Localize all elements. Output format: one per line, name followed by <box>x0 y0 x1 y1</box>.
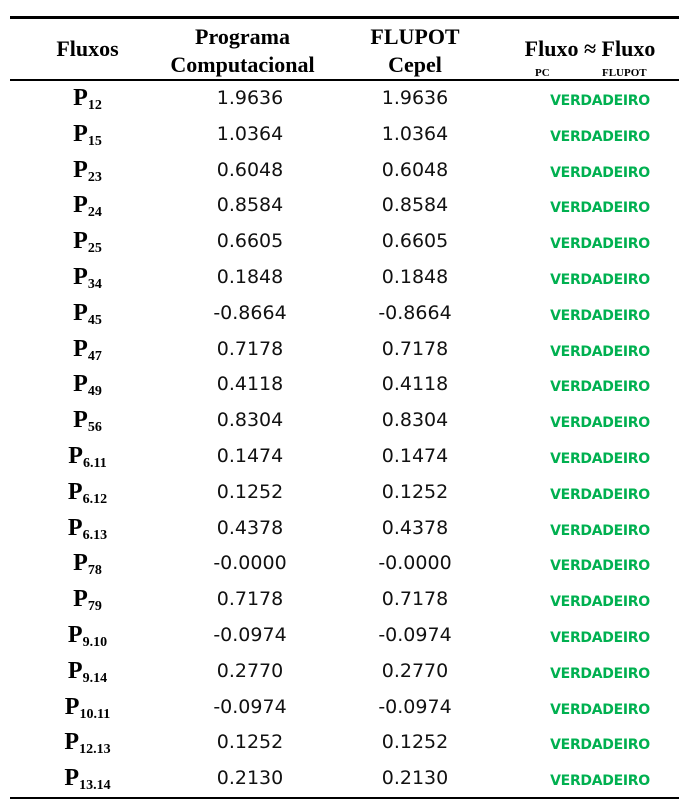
flow-label-letter: P <box>73 550 88 577</box>
header-fluxos: Fluxos <box>56 36 119 61</box>
flow-label-subscript: 13.14 <box>79 778 111 794</box>
table-row <box>10 690 679 726</box>
flow-label-letter: P <box>73 586 88 613</box>
flow-label-subscript: 79 <box>87 599 102 615</box>
flupot-value: 0.6048 <box>381 158 449 181</box>
flow-label-letter: P <box>67 657 83 684</box>
table-row <box>10 367 679 403</box>
flow-label <box>10 296 165 332</box>
flow-label-subscript: 6.11 <box>82 455 107 471</box>
flow-label-subscript: 10.11 <box>79 706 111 722</box>
flow-label-subscript: 15 <box>87 133 102 149</box>
programa-value: -0.0000 <box>213 552 287 575</box>
flow-label <box>10 81 165 117</box>
status-value: VERDADEIRO <box>550 379 650 396</box>
table-row <box>10 582 679 618</box>
programa-value: 0.7178 <box>216 337 284 360</box>
flow-label-letter: P <box>67 478 83 505</box>
flow-label <box>10 475 165 511</box>
flupot-value: 0.4378 <box>381 516 449 539</box>
programa-value: 0.4118 <box>216 373 284 396</box>
flupot-value: 0.8304 <box>381 409 449 432</box>
table-row <box>10 546 679 582</box>
flow-label-letter: P <box>68 442 83 469</box>
table-row <box>10 654 679 690</box>
programa-value: 0.2130 <box>216 767 284 790</box>
flow-label <box>10 582 165 618</box>
flow-label <box>10 690 165 726</box>
status-value: VERDADEIRO <box>550 128 650 145</box>
flow-label-subscript: 25 <box>87 241 102 257</box>
flow-label-letter: P <box>73 335 88 362</box>
header-flupot-line2: Cepel <box>388 52 442 77</box>
programa-value: 0.2770 <box>216 659 284 682</box>
flow-label-letter: P <box>73 192 88 219</box>
flow-label <box>10 188 165 224</box>
flupot-value: 0.7178 <box>381 588 449 611</box>
flow-label-letter: P <box>67 514 83 541</box>
flow-label-letter: P <box>73 156 88 183</box>
programa-value: 0.4378 <box>216 516 284 539</box>
header-programa-line1: Programa <box>195 24 290 49</box>
flupot-value: -0.0974 <box>378 623 452 646</box>
flow-label-subscript: 23 <box>87 169 102 185</box>
flow-label-letter: P <box>67 621 83 648</box>
flupot-value: 0.1848 <box>381 265 449 288</box>
table-row <box>10 332 679 368</box>
header-flupot-line1: FLUPOT <box>370 24 460 49</box>
status-value: VERDADEIRO <box>550 450 650 467</box>
flupot-value: 0.1252 <box>381 480 449 503</box>
status-value: VERDADEIRO <box>550 200 650 217</box>
table-row <box>10 224 679 260</box>
flow-label-subscript: 9.14 <box>82 670 108 686</box>
flow-label-letter: P <box>73 371 88 398</box>
table-header <box>10 16 679 81</box>
status-value: VERDADEIRO <box>550 415 650 432</box>
programa-value: 0.1252 <box>216 731 284 754</box>
header-programa-computacional <box>165 23 320 79</box>
table-row <box>10 439 679 475</box>
status-value: VERDADEIRO <box>550 558 650 575</box>
flupot-value: 0.6605 <box>381 230 449 253</box>
flupot-value: 0.2770 <box>381 659 449 682</box>
table-row <box>10 188 679 224</box>
flow-label <box>10 761 165 797</box>
flow-label <box>10 332 165 368</box>
flow-comparison-table <box>10 16 679 799</box>
programa-value: 0.1474 <box>216 444 284 467</box>
programa-value: 0.7178 <box>216 588 284 611</box>
status-value: VERDADEIRO <box>550 271 650 288</box>
programa-value: 0.6048 <box>216 158 284 181</box>
flow-label-letter: P <box>73 120 88 147</box>
table-row <box>10 511 679 547</box>
table-row <box>10 403 679 439</box>
flow-label <box>10 117 165 153</box>
status-value: VERDADEIRO <box>550 773 650 790</box>
flow-label-subscript: 47 <box>87 348 102 364</box>
flow-label <box>10 654 165 690</box>
flupot-value: 0.4118 <box>381 373 449 396</box>
header-fluxo-comparison: Fluxo ≈ Fluxo <box>524 36 656 61</box>
flow-label <box>10 403 165 439</box>
flupot-value: -0.0000 <box>378 552 452 575</box>
flupot-value: 0.8584 <box>381 194 449 217</box>
flow-label-subscript: 12.13 <box>79 742 111 758</box>
programa-value: 1.9636 <box>216 87 284 109</box>
flow-label <box>10 511 165 547</box>
flow-label <box>10 153 165 189</box>
flow-label <box>10 439 165 475</box>
programa-value: 1.0364 <box>216 122 284 145</box>
header-sub-pc: PC <box>535 67 550 79</box>
flow-label <box>10 618 165 654</box>
flow-label-letter: P <box>64 693 80 720</box>
flow-label-subscript: 34 <box>87 276 102 292</box>
flow-label-letter: P <box>64 729 80 756</box>
programa-value: -0.0974 <box>213 623 287 646</box>
header-programa-line2: Computacional <box>170 52 315 77</box>
status-value: VERDADEIRO <box>550 522 650 539</box>
programa-value: 0.1252 <box>216 480 284 503</box>
flow-label <box>10 367 165 403</box>
flow-label-subscript: 6.12 <box>82 491 108 507</box>
flow-label-subscript: 24 <box>87 205 102 221</box>
table-body <box>10 81 679 799</box>
flow-label-subscript: 49 <box>87 384 102 400</box>
table-row <box>10 618 679 654</box>
table-row <box>10 475 679 511</box>
header-flupot-cepel <box>340 23 490 79</box>
flow-label-letter: P <box>73 299 88 326</box>
table-row <box>10 296 679 332</box>
status-value: VERDADEIRO <box>550 594 650 611</box>
status-value: VERDADEIRO <box>550 486 650 503</box>
flow-label-letter: P <box>73 228 88 255</box>
flow-label-subscript: 56 <box>87 420 102 436</box>
flupot-value: 1.9636 <box>381 87 449 109</box>
flow-label-subscript: 12 <box>87 98 102 113</box>
table-row <box>10 761 679 797</box>
programa-value: -0.0974 <box>213 695 287 718</box>
flow-label-subscript: 78 <box>87 563 102 579</box>
flow-label-subscript: 9.10 <box>82 634 108 650</box>
table-row <box>10 117 679 153</box>
status-value: VERDADEIRO <box>550 665 650 682</box>
status-value: VERDADEIRO <box>550 93 650 109</box>
programa-value: -0.8664 <box>213 301 287 324</box>
programa-value: 0.8304 <box>216 409 284 432</box>
flupot-value: 0.1474 <box>381 444 449 467</box>
header-sub-flupot: FLUPOT <box>602 67 647 79</box>
flupot-value: 1.0364 <box>381 122 449 145</box>
flupot-value: 0.7178 <box>381 337 449 360</box>
flow-label-subscript: 45 <box>87 312 102 328</box>
table-row <box>10 260 679 296</box>
status-value: VERDADEIRO <box>550 343 650 360</box>
flupot-value: -0.0974 <box>378 695 452 718</box>
flow-label <box>10 725 165 761</box>
flupot-value: 0.2130 <box>381 767 449 790</box>
status-value: VERDADEIRO <box>550 701 650 718</box>
flow-label-subscript: 6.13 <box>82 527 108 543</box>
flupot-value: -0.8664 <box>378 301 452 324</box>
status-value: VERDADEIRO <box>550 629 650 646</box>
flow-label-letter: P <box>64 765 80 792</box>
status-value: VERDADEIRO <box>550 307 650 324</box>
status-value: VERDADEIRO <box>550 164 650 181</box>
status-value: VERDADEIRO <box>550 236 650 253</box>
flow-label <box>10 546 165 582</box>
flow-label <box>10 224 165 260</box>
programa-value: 0.1848 <box>216 265 284 288</box>
table-row <box>10 153 679 189</box>
programa-value: 0.6605 <box>216 230 284 253</box>
table-row <box>10 81 679 117</box>
flow-label-letter: P <box>73 85 88 111</box>
flow-label-letter: P <box>73 407 88 434</box>
flow-label <box>10 260 165 296</box>
programa-value: 0.8584 <box>216 194 284 217</box>
table-row <box>10 725 679 761</box>
status-value: VERDADEIRO <box>550 737 650 754</box>
flupot-value: 0.1252 <box>381 731 449 754</box>
flow-label-letter: P <box>73 263 88 290</box>
